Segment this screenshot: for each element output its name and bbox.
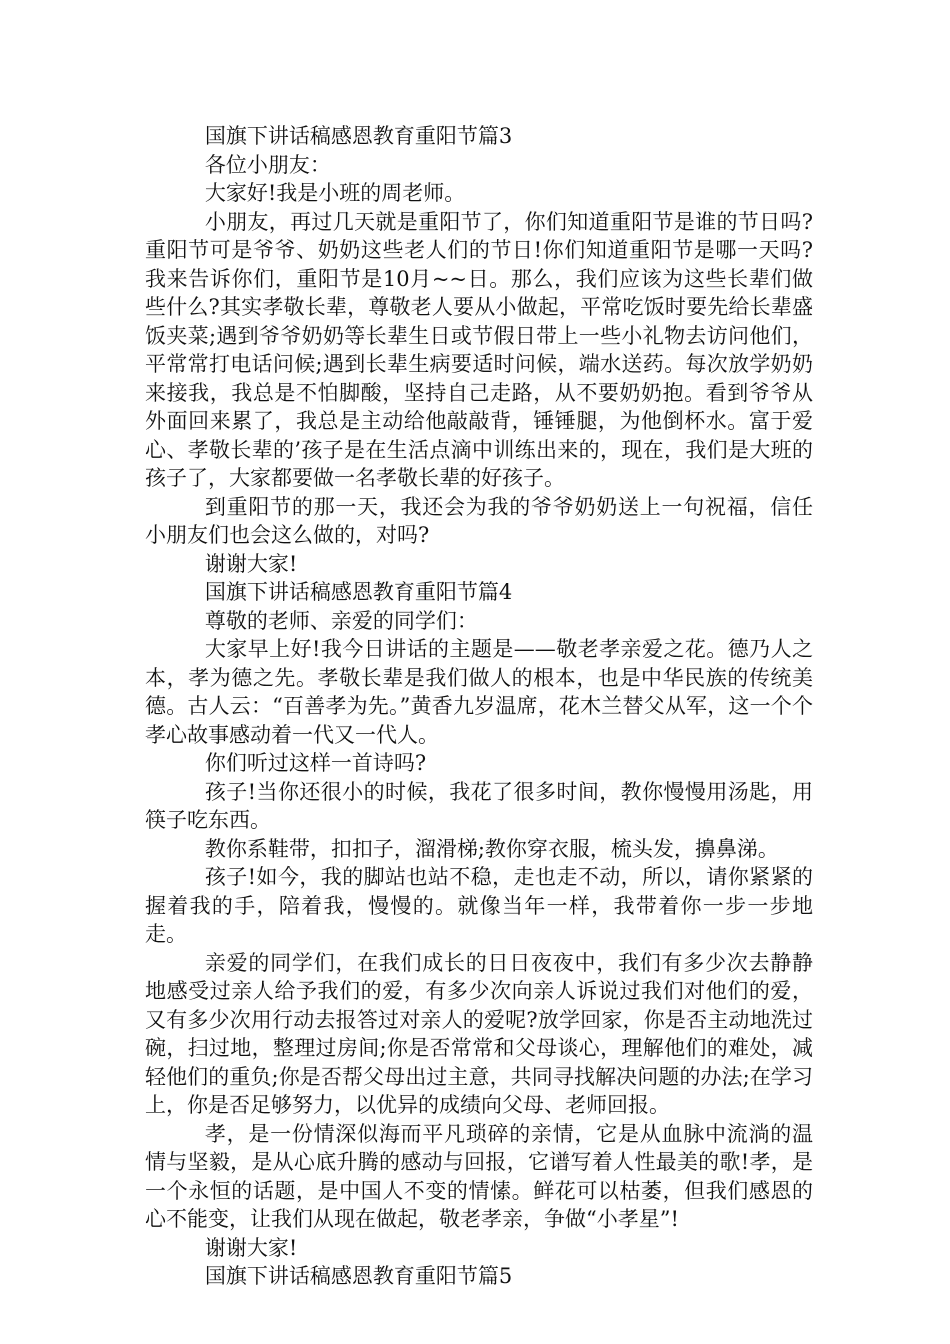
- body-paragraph: 孝，是一份情深似海而平凡琐碎的亲情，它是从血脉中流淌的温情与坚毅，是从心底升腾的感动与回报，它谱写着人性最美的歌!孝，是一个永恒的话题，是中国人不变的情愫。鲜花可以枯萎，但我们感恩的心不能变，让我们从现在做起，敬老孝亲，争做“小孝星”!: [145, 1121, 813, 1231]
- document-body: [145, 122, 813, 1291]
- greeting: 大家好!我是小班的周老师。: [204, 181, 466, 205]
- section-heading-4: 国旗下讲话稿感恩教育重阳节篇4: [204, 580, 513, 604]
- poem-line: 教你系鞋带，扣扣子，溜滑梯;教你穿衣服，梳头发，擤鼻涕。: [204, 836, 779, 861]
- poem-line: 孩子!如今，我的脚站也站不稳，走也走不动，所以，请你紧紧的握着我的手，陪着我，慢慢的。就像当年一样，我带着你一步一步地走。: [145, 865, 813, 946]
- salutation: 各位小朋友：: [204, 152, 331, 177]
- section-heading-3: 国旗下讲话稿感恩教育重阳节篇3: [204, 124, 513, 148]
- body-paragraph: 亲爱的同学们，在我们成长的日日夜夜中，我们有多少次去静静地感受过亲人给予我们的爱，有多少次向亲人诉说过我们对他们的爱，又有多少次用行动去报答过对亲人的爱呢?放学回家，你是否主动地洗过碗，扫过地，整理过房间;你是否常常和父母谈心，理解他们的难处，减轻他们的重负;你是否帮父母出过主意，共同寻找解决问题的办法;在学习上，你是否足够努力，以优异的成绩向父母、老师回报。: [145, 950, 813, 1117]
- salutation: 尊敬的老师、亲爱的同学们：: [204, 608, 478, 633]
- body-paragraph: 到重阳节的那一天，我还会为我的爷爷奶奶送上一句祝福，信任小朋友们也会这么做的，对吗?: [145, 494, 813, 547]
- body-paragraph: 小朋友，再过几天就是重阳节了，你们知道重阳节是谁的节日吗?重阳节可是爷爷、奶奶这些老人们的节日!你们知道重阳节是哪一天吗?我来告诉你们，重阳节是10月~~日。那么，我们应该为这些长辈们做些什么?其实孝敬长辈，尊敬老人要从小做起，平常吃饭时要先给长辈盛饭夹菜;遇到爷爷奶奶等长辈生日或节假日带上一些小礼物去访问他们，平常常打电话问候;遇到长辈生病要适时问候，端水送药。每次放学奶奶来接我，我总是不怕脚酸，坚持自己走路，从不要奶奶抱。看到爷爷从外面回来累了，我总是主动给他敲敲背，锤锤腿，为他倒杯水。富于爱心、孝敬长辈的’孩子是在生活点滴中训练出来的，现在，我们是大班的孩子了，大家都要做一名孝敬长辈的好孩子。: [145, 209, 813, 490]
- body-paragraph: 你们听过这样一首诗吗?: [204, 751, 427, 775]
- poem-line: 孩子!当你还很小的时候，我花了很多时间，教你慢慢用汤匙，用筷子吃东西。: [145, 779, 813, 832]
- body-paragraph: 大家早上好!我今日讲话的主题是——敬老孝亲爱之花。德乃人之本，孝为德之先。孝敬长辈是我们做人的根本，也是中华民族的传统美德。古人云：“百善孝为先。”黄香九岁温席，花木兰替父从军，这一个个孝心故事感动着一代又一代人。: [145, 637, 813, 747]
- section-heading-5: 国旗下讲话稿感恩教育重阳节篇5: [204, 1264, 513, 1288]
- closing-thanks: 谢谢大家!: [204, 1235, 298, 1260]
- closing-thanks: 谢谢大家!: [204, 551, 298, 576]
